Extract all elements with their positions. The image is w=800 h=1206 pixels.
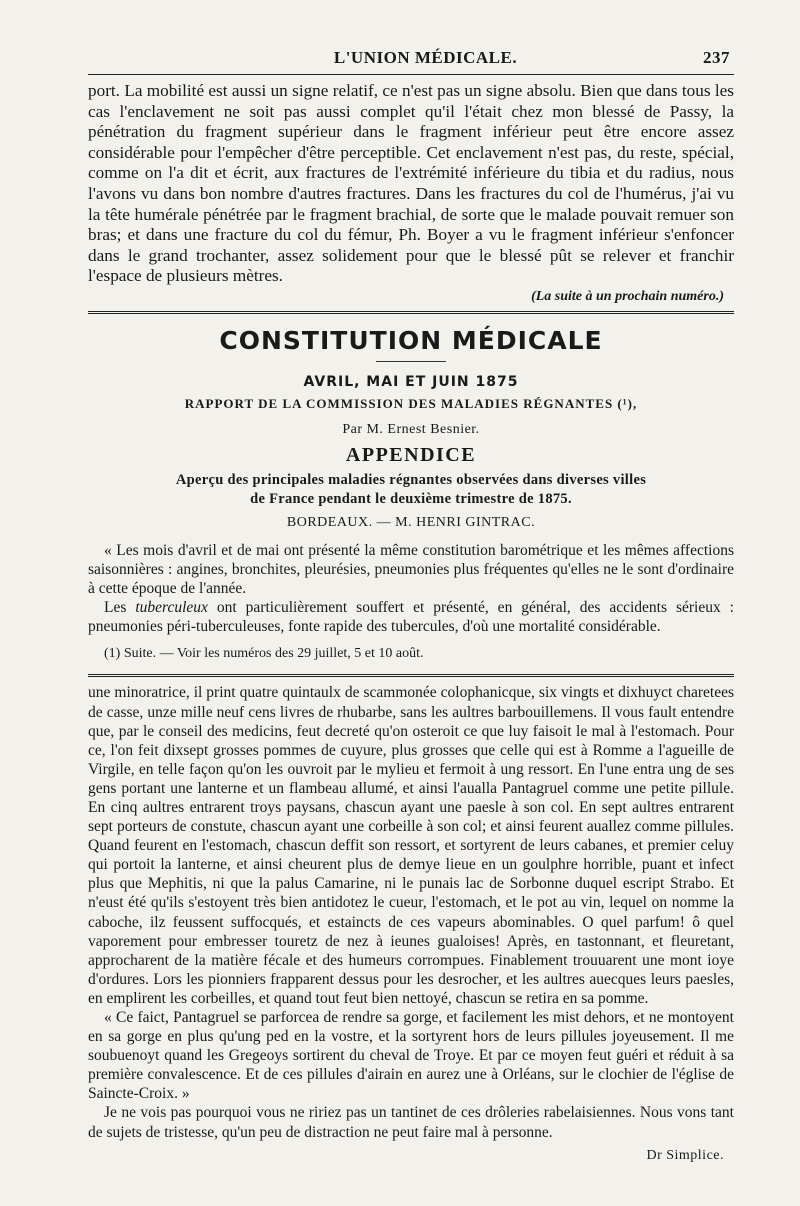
section-subtitle: AVRIL, MAI ET JUIN 1875 xyxy=(303,373,519,390)
signature: Dr Simplice. xyxy=(646,1147,724,1163)
apercu-heading xyxy=(88,471,734,509)
title-underline xyxy=(376,361,446,362)
city-heading: BORDEAUX. — M. HENRI GINTRAC. xyxy=(286,514,536,530)
feuilleton-paragraph-3: Je ne vois pas pourquoi vous ne ririez pas un tantinet de ces drôleries rabelaisiennes. Nous vons tant de sujets de tristesse, qu'un peu de distraction ne peut faire mal à personne. xyxy=(88,1104,734,1141)
section-divider xyxy=(88,311,734,314)
section-title: CONSTITUTION MÉDICALE xyxy=(219,325,603,355)
header-rule xyxy=(88,74,734,75)
paragraph-2-start: Les xyxy=(104,599,136,617)
commission-heading: RAPPORT DE LA COMMISSION DES MALADIES RÉGNANTES (¹), xyxy=(184,395,638,411)
page-number: 237 xyxy=(703,48,730,67)
continued-note: (La suite à un prochain numéro.) xyxy=(531,288,724,304)
apercu-line-2: de France pendant le deuxième trimestre de 1875. xyxy=(250,490,572,507)
appendix-title: APPENDICE xyxy=(345,443,477,466)
paragraph-2-italic: tuberculeux xyxy=(135,599,208,617)
author-line: Par M. Ernest Besnier. xyxy=(342,421,480,437)
feuilleton-divider xyxy=(88,674,734,677)
journal-title: L'UNION MÉDICALE. xyxy=(333,48,518,67)
page xyxy=(88,48,734,1164)
running-header xyxy=(88,48,734,74)
paragraph-2-rest: ont particulièrement souffert et présenté, en général, des accidents sérieux : pneumonies péri-tuberculeuses, fonte rapide des tubercules, d'où une mortalité considérable. xyxy=(88,599,734,636)
footnote: (1) Suite. — Voir les numéros des 29 juillet, 5 et 10 août. xyxy=(104,646,424,662)
apercu-line-1: Aperçu des principales maladies régnantes observées dans diverses villes xyxy=(175,471,647,488)
section-paragraph-2 xyxy=(88,598,734,636)
feuilleton-paragraph-1: une minoratrice, il print quatre quintaulx de scammonée colophanicque, six vingts et dixhuyct charetees de casse, unze mille neuf cens livres de rhubarbe, sans les aultres barbouillemens. Il vous fault entendre que, par le conseil des medicins, feut decreté qu'on osteroit ce que luy faisoit le mal à l'estomach. Pour ce, l'on feit dixsept grosses pommes de cuyure, plus grosses que celle qui est à Romme a l'agueille de Virgile, en telle façon qu'on les ouvroit par le mylieu et fermoit à ung ressort. En l'une entra ung de ses gens portant une lanterne et un flambeau allumé, et ainsi l'aualla Pantagruel comme une petite pillule. En cinq aultres entrarent troys paysans, chascun ayant une paesle à son col. En sept aultres entrarent sept porteurs de constute, chascun ayant une corbeille à son col; et ainsi feurent auallez comme pillules. Quand feurent en l'estomach, chascun deffit son ressort, et sortyrent de leurs cabanes, et premier celuy qui portoit la lanterne, et ainsi cheurent plus de demye lieue en un goulphre horrible, puant et infect plus que Mephitis, ni que la palus Camarine, ni le punais lac de Sorbonne duquel escript Strabo. Et n'eust été qu'ils s'estoyent très bien antidotez le cueur, l'estomach, et le pot au vin, lequel on nomme la caboche, ilz feussent suffocqués, et estaincts de ces vapeurs abominables. O quel parfum! ô quel vaporement pour embresser touretz de nez à ieunes gualoises! Après, en tastonnant, et fleuretant, approcharent de la matière fécale et des humeurs corrompues. Finablement trouuarent une mont ioye d'ordures. Lors les pionniers frapparent dessus pour les desrocher, et les aultres auecques leurs paesles, en emplirent les corbeilles, et quand tout feut bien nettoyé, chascun se retira en sa pomme. xyxy=(88,684,734,1007)
article-continuation-paragraph: port. La mobilité est aussi un signe relatif, ce n'est pas un signe absolu. Bien que dans tous les cas l'enclavement ne soit pas aussi complet qu'il l'était chez mon blessé de Passy, la pénétration du fragment supérieur dans le fragment inférieur peut être encore assez considérable pour l'empêcher d'être perceptible. Cet enclavement n'est pas, du reste, spécial, comme on l'a dit et écrit, aux fractures de l'extrémité inférieure du tibia et du radius, nous l'avons vu dans bon nombre d'autres fractures. Dans les fractures du col de l'humérus, j'ai vu la tête humérale pénétrée par le fragment brachial, de sorte que le malade pouvait remuer son bras; et dans une fracture du col du fémur, Ph. Boyer a vu le fragment inférieur s'enfoncer dans le grand trochanter, assez solidement pour que le blessé pût se relever et franchir l'espace de plusieurs mètres. xyxy=(88,81,734,286)
section-paragraph-1: « Les mois d'avril et de mai ont présenté la même constitution barométrique et les mêmes affections saisonnières : angines, bronchites, pleurésies, pneumonies plus fréquentes qu'elles ne le sont d'ordinaire à cette époque de l'année. xyxy=(88,541,734,598)
feuilleton-paragraph-2: « Ce faict, Pantagruel se parforcea de rendre sa gorge, et facilement les mist dehors, et ne montoyent en sa gorge en plus qu'ung ped en la vostre, et la sortyrent hors de leurs pillules joyeusement. Il me soubuenoyt quand les Gregeoys sortirent du cheval de Troye. Et par ce moyen feut guéri et réduit à sa première convalescence. Et de ces pillules d'airain en aurez une à Orléans, sur le clochier de l'église de Saincte-Croix. » xyxy=(88,1009,734,1103)
